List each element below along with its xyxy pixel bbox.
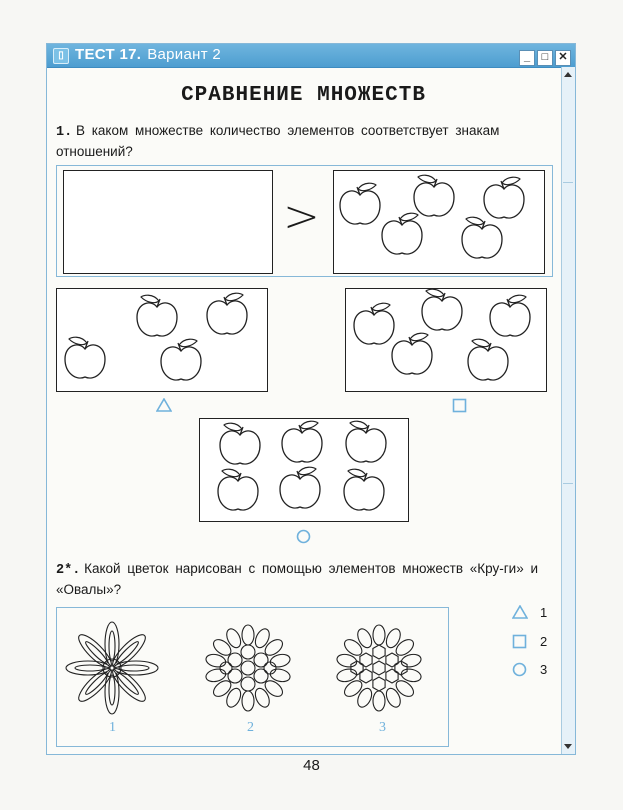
window-title [75, 46, 221, 63]
vertical-scrollbar[interactable] [561, 67, 575, 754]
apple-icon [220, 423, 260, 464]
apples-drawing [200, 419, 410, 523]
window-controls [517, 47, 571, 63]
task2-number: 2*. [56, 563, 81, 578]
apple-icon [354, 303, 394, 344]
scroll-down-arrow-icon[interactable] [564, 744, 572, 749]
apple-icon [392, 333, 432, 374]
apple-icon [280, 467, 320, 508]
page-heading: СРАВНЕНИЕ МНОЖЕСТВ [181, 84, 426, 107]
answer-label-1: 1 [540, 605, 548, 620]
test-number: ТЕСТ 17. [75, 46, 142, 63]
apple-set-option-3[interactable] [199, 418, 409, 522]
circle-marker-icon[interactable] [296, 529, 311, 544]
minimize-button[interactable]: _ [519, 50, 535, 66]
relation-sign: > [283, 191, 320, 242]
answer-triangle-icon[interactable] [512, 605, 528, 619]
apple-icon [207, 293, 247, 334]
maximize-button[interactable]: □ [537, 50, 553, 66]
flowers-frame [56, 607, 449, 747]
square-marker-icon[interactable] [452, 398, 467, 413]
book-icon: ▯ [53, 48, 69, 64]
apple-icon [340, 183, 380, 224]
apple-icon [490, 295, 530, 336]
reference-apple-set [333, 170, 545, 274]
apple-icon [344, 469, 384, 510]
answer-square-icon[interactable] [512, 634, 527, 649]
scroll-thumb[interactable] [563, 182, 573, 484]
apple-icon [137, 295, 177, 336]
apple-icon [161, 339, 201, 380]
apple-icon [414, 175, 454, 216]
apples-drawing [57, 289, 269, 393]
task1-text: В каком множестве количество элементов соответствует знакам отношений? [56, 123, 500, 159]
scroll-up-arrow-icon[interactable] [564, 72, 572, 77]
close-button[interactable]: ✕ [555, 50, 571, 66]
apple-icon [346, 421, 386, 462]
empty-set-box [63, 170, 273, 274]
apple-icon [382, 213, 422, 254]
test-variant: Вариант 2 [147, 46, 221, 63]
answer-circle-icon[interactable] [512, 662, 527, 677]
apple-set-option-2[interactable] [345, 288, 547, 392]
triangle-marker-icon[interactable] [156, 398, 172, 412]
apple-icon [484, 177, 524, 218]
apple-icon [468, 339, 508, 380]
title-bar[interactable] [47, 44, 575, 68]
task1-question [56, 121, 556, 161]
page-number: 48 [303, 757, 320, 774]
flowers-drawing [57, 616, 448, 726]
answer-label-3: 3 [540, 662, 548, 677]
flower-label-1: 1 [109, 720, 116, 735]
task2-question [56, 559, 556, 599]
apple-icon [65, 337, 105, 378]
apple-set-option-1[interactable] [56, 288, 268, 392]
apple-icon [282, 421, 322, 462]
apples-drawing [346, 289, 548, 393]
flower-label-3: 3 [379, 720, 386, 735]
apple-icon [218, 469, 258, 510]
flower-label-2: 2 [247, 720, 254, 735]
task2-text: Какой цветок нарисован с помощью элементов множеств «Кру-ги» и «Овалы»? [56, 561, 539, 597]
answer-label-2: 2 [540, 634, 548, 649]
apple-icon [422, 289, 462, 330]
task1-number: 1. [56, 125, 73, 140]
apple-icon [462, 217, 502, 258]
apples-drawing [334, 171, 546, 275]
